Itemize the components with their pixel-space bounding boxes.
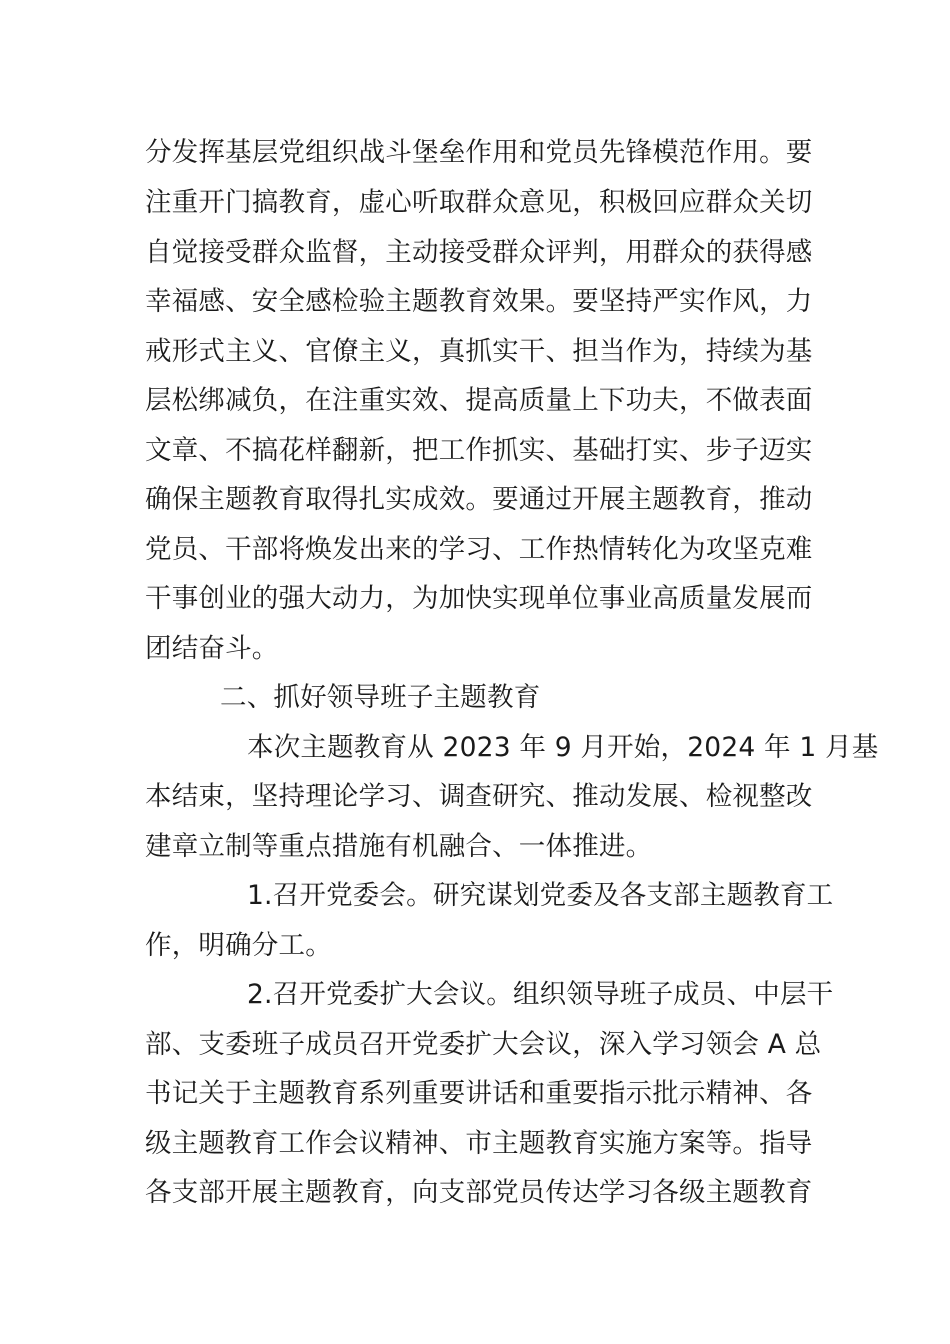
paragraph-line: 建章立制等重点措施有机融合、一体推进。 xyxy=(145,831,653,862)
paragraph-line: 自觉接受群众监督，主动接受群众评判，用群众的获得感 xyxy=(145,237,813,268)
paragraph-line: 级主题教育工作会议精神、市主题教育实施方案等。指导 xyxy=(145,1128,813,1159)
paragraph-line: 文章、不搞花样翻新，把工作抓实、基础打实、步子迈实 xyxy=(145,435,813,466)
paragraph-line: 层松绑减负，在注重实效、提高质量上下功夫，不做表面 xyxy=(145,385,813,416)
paragraph-line: 部、支委班子成员召开党委扩大会议，深入学习领会 A 总 xyxy=(145,1029,822,1060)
paragraph-line: 党员、干部将焕发出来的学习、工作热情转化为攻坚克难 xyxy=(145,534,813,565)
paragraph-line: 本次主题教育从 2023 年 9 月开始，2024 年 1 月基 xyxy=(247,732,879,763)
paragraph-line: 确保主题教育取得扎实成效。要通过开展主题教育，推动 xyxy=(145,484,813,515)
paragraph-line: 书记关于主题教育系列重要讲话和重要指示批示精神、各 xyxy=(145,1078,813,1109)
paragraph-line: 幸福感、安全感检验主题教育效果。要坚持严实作风，力 xyxy=(145,286,813,317)
paragraph-line: 戒形式主义、官僚主义，真抓实干、担当作为，持续为基 xyxy=(145,336,813,367)
paragraph-line: 2.召开党委扩大会议。组织领导班子成员、中层干 xyxy=(247,979,834,1010)
paragraph-line: 本结束，坚持理论学习、调查研究、推动发展、检视整改 xyxy=(145,781,813,812)
paragraph-line: 1.召开党委会。研究谋划党委及各支部主题教育工 xyxy=(247,880,834,911)
paragraph-line: 作，明确分工。 xyxy=(145,930,332,961)
paragraph-line: 注重开门搞教育，虚心听取群众意见，积极回应群众关切 xyxy=(145,187,813,218)
paragraph-line: 各支部开展主题教育，向支部党员传达学习各级主题教育 xyxy=(145,1177,813,1208)
section-heading: 二、抓好领导班子主题教育 xyxy=(220,682,541,713)
paragraph-line: 干事创业的强大动力，为加快实现单位事业高质量发展而 xyxy=(145,583,813,614)
paragraph-line: 分发挥基层党组织战斗堡垒作用和党员先锋模范作用。要 xyxy=(145,137,813,168)
paragraph-line: 团结奋斗。 xyxy=(145,633,279,664)
